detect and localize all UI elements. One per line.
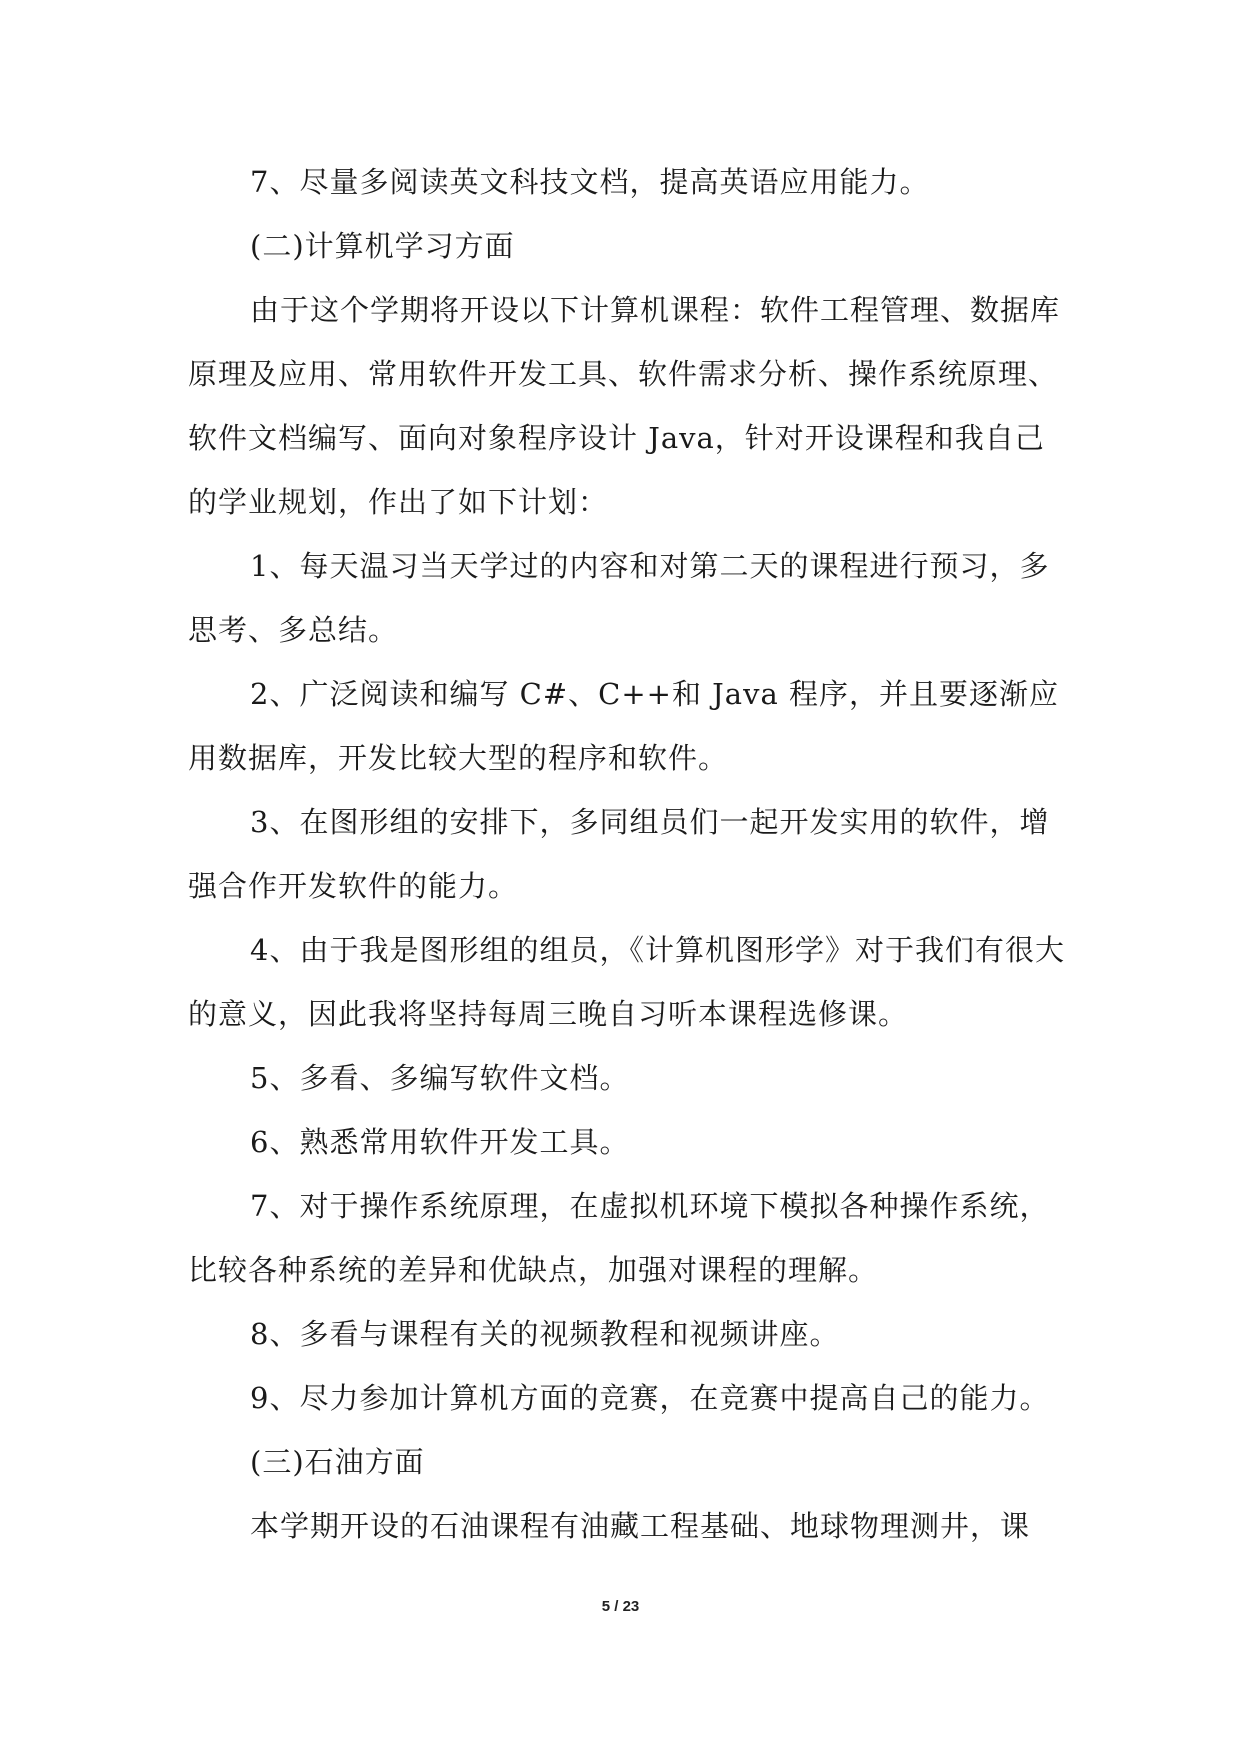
section-heading: (二)计算机学习方面	[250, 229, 515, 263]
paragraph: 4、由于我是图形组的组员，《计算机图形学》对于我们有很大的意义，因此我将坚持每周三晚自习听本课程选修课。	[188, 933, 1065, 1031]
paragraph: 1、每天温习当天学过的内容和对第二天的课程进行预习，多思考、多总结。	[188, 549, 1050, 647]
paragraph: 由于这个学期将开设以下计算机课程：软件工程管理、数据库原理及应用、常用软件开发工具、软件需求分析、操作系统原理、软件文档编写、面向对象程序设计 Java，针对开设课程和我自己的学业规划，作出了如下计划：	[188, 293, 1061, 519]
paragraph: 5、多看、多编写软件文档。	[250, 1061, 630, 1095]
paragraph: 7、对于操作系统原理，在虚拟机环境下模拟各种操作系统，比较各种系统的差异和优缺点，加强对课程的理解。	[188, 1189, 1050, 1287]
paragraph: 7、尽量多阅读英文科技文档，提高英语应用能力。	[250, 165, 930, 199]
paragraph: 9、尽力参加计算机方面的竞赛，在竞赛中提高自己的能力。	[250, 1381, 1050, 1415]
paragraph: 3、在图形组的安排下，多同组员们一起开发实用的软件，增强合作开发软件的能力。	[188, 805, 1050, 903]
section-heading: (三)石油方面	[250, 1445, 425, 1479]
paragraph: 6、熟悉常用软件开发工具。	[250, 1125, 630, 1159]
page-number: 5 / 23	[601, 1598, 640, 1615]
paragraph: 8、多看与课程有关的视频教程和视频讲座。	[250, 1317, 840, 1351]
document-body	[188, 150, 1068, 1558]
paragraph: 本学期开设的石油课程有油藏工程基础、地球物理测井，课	[250, 1509, 1031, 1543]
paragraph: 2、广泛阅读和编写 C#、C++和 Java 程序，并且要逐渐应用数据库，开发比较大型的程序和软件。	[188, 677, 1059, 775]
